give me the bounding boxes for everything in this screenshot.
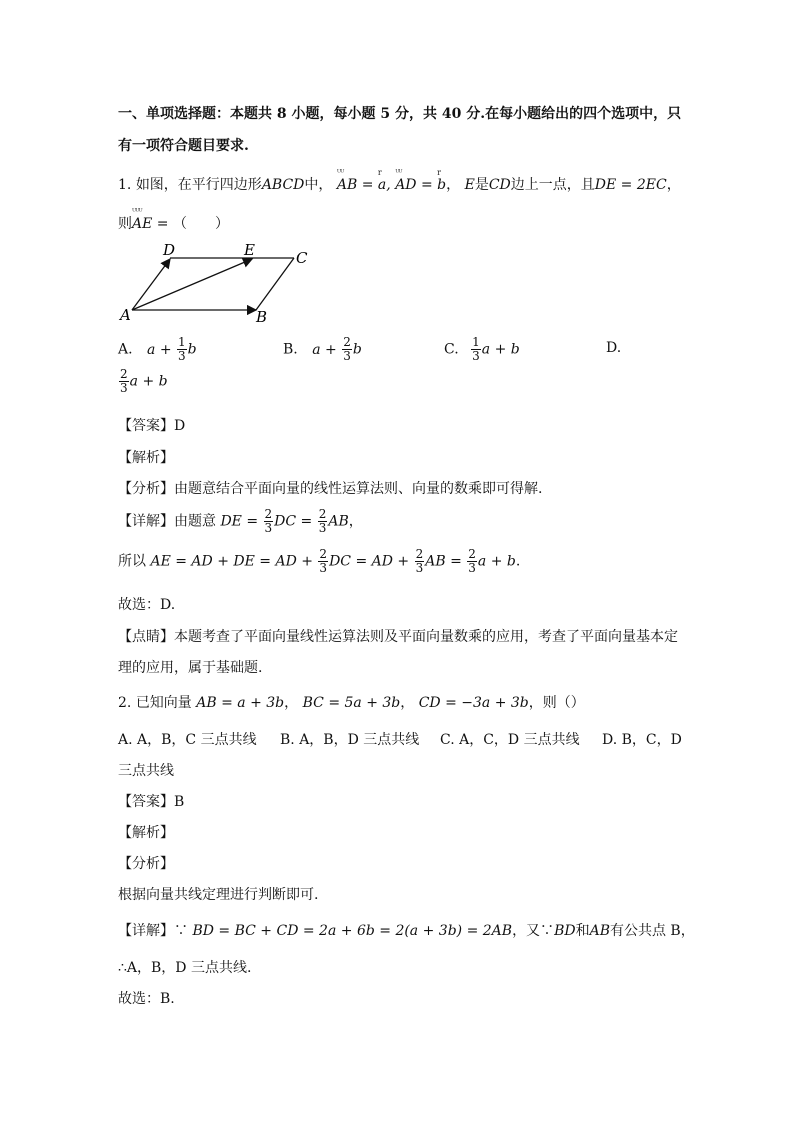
q2-detail-and: 和 — [575, 923, 590, 939]
q1-fenxi: 【分析】由题意结合平面向量的线性运算法则、向量的数乘即可得解. — [118, 481, 543, 497]
q2-option-d[interactable]: D. B，C，D — [602, 732, 682, 748]
label-b: B — [256, 308, 268, 325]
q2-detail-prefix: 【详解】∵ — [118, 923, 188, 939]
q1-dianjing-2: 理的应用，属于基础题. — [118, 660, 263, 676]
q1-so-prefix: 所以 — [118, 553, 146, 570]
q2-option-a[interactable]: A. A，B，C 三点共线 — [118, 732, 257, 748]
q2-stem-suffix: ，则（） — [528, 695, 585, 711]
q2-stem: 2. 已知向量 AB = a + 3b， BC = 5a + 3b， CD = −3a + 3b，则（） — [118, 695, 585, 711]
q1-stem-text-d: 是 — [474, 177, 489, 193]
q1-stem-text-a: 如图，在平行四边形 — [135, 177, 262, 193]
q1-option-a-label: A. — [118, 341, 133, 358]
q1-detail: 【详解】由题意 DE = $\frac{2}{3}$ DC = $\frac{2}{3}$ AB， — [118, 507, 363, 535]
q1-stem-text-c: ， — [446, 177, 461, 193]
side-bc-line — [256, 258, 294, 310]
label-a: A — [120, 306, 131, 324]
q2-detail: 【详解】∵ BD = BC + CD = 2a + 6b = 2(a + 3b) = 2AB，又∵BD和AB有公共点 B， — [118, 923, 695, 939]
q2-number: 2. — [118, 695, 132, 711]
q1-given-vectors: AB ᵁᵁ = a r , AD ᵁᵁ = b r — [336, 168, 447, 193]
q1-option-c[interactable]: C. $\frac{1}{3}$ a + b — [444, 335, 520, 363]
q1-ask-suffix: = （ ） — [156, 216, 229, 232]
label-e: E — [244, 241, 255, 259]
q1-cd: CD — [488, 177, 511, 193]
q2-stem-prefix: 已知向量 — [135, 695, 192, 711]
q1-option-d-label: D. — [606, 340, 622, 356]
q1-de-eq: DE = 2EC — [594, 177, 667, 193]
q2-detail-mid: ，又∵ — [512, 923, 555, 939]
q1-option-d-expr: $\frac{2}{3}$ a + b — [120, 367, 168, 395]
q2-option-c[interactable]: C. A，C，D 三点共线 — [440, 732, 580, 748]
q1-option-b[interactable]: B. a + $\frac{2}{3}$ b — [283, 335, 362, 363]
parallelogram-figure — [118, 240, 318, 325]
q1-ask — [118, 207, 229, 233]
q1-stem-text-f: ， — [666, 177, 681, 193]
label-c: C — [296, 249, 308, 267]
q1-detail-prefix: 【详解】由题意 — [118, 513, 216, 530]
q1-stem-text-e: 边上一点，且 — [510, 177, 595, 193]
q1-abcd: ABCD — [261, 177, 305, 193]
section-title-line2: 有一项符合题目要求. — [118, 138, 249, 154]
q1-option-c-label: C. — [444, 341, 459, 358]
q1-option-d[interactable] — [606, 340, 621, 356]
q1-stem — [118, 168, 681, 194]
q1-dianjing-1: 【点睛】本题考查了平面向量线性运算法则及平面向量数乘的应用，考查了平面向量基本定 — [118, 629, 678, 645]
q1-option-a[interactable]: A. a + $\frac{1}{3}$ b — [118, 335, 197, 363]
q1-stem-text-b: 中， — [304, 177, 333, 193]
q1-answer: 【答案】D — [118, 418, 186, 434]
q1-so: 所以 AE = AD + DE = AD + $\frac{2}{3}$ DC = AD + $\frac{2}{3}$ AB = $\frac{2}{3}$ a + b. — [118, 547, 521, 575]
q2-analysis-tag: 【解析】 — [118, 825, 174, 841]
q2-option-d-cont: 三点共线 — [118, 763, 174, 779]
q2-conclude: ∴A，B，D 三点共线. — [118, 960, 252, 976]
q1-number: 1. — [118, 177, 132, 193]
q1-choose: 故选：D. — [118, 597, 176, 613]
label-d: D — [163, 241, 176, 259]
q2-fenxi-tag: 【分析】 — [118, 856, 174, 872]
q1-ask-vec: AE ᵁᵁᵁ — [132, 207, 153, 232]
q2-fenxi-text: 根据向量共线定理进行判断即可. — [118, 887, 319, 903]
q2-detail-end: 有公共点 B， — [609, 923, 695, 939]
q2-answer: 【答案】B — [118, 794, 185, 810]
section-title-line1: 一、单项选择题：本题共 8 小题，每小题 5 分，共 40 分.在每小题给出的四个选项中，只 — [118, 106, 682, 122]
q1-option-b-label: B. — [283, 341, 298, 358]
vector-ae-line — [132, 259, 252, 310]
q2-option-b[interactable]: B. A，B，D 三点共线 — [280, 732, 420, 748]
q2-choose: 故选：B. — [118, 991, 175, 1007]
q1-e-point: E — [464, 177, 475, 193]
q1-analysis-tag: 【解析】 — [118, 450, 174, 466]
q1-ask-prefix: 则 — [118, 216, 132, 232]
